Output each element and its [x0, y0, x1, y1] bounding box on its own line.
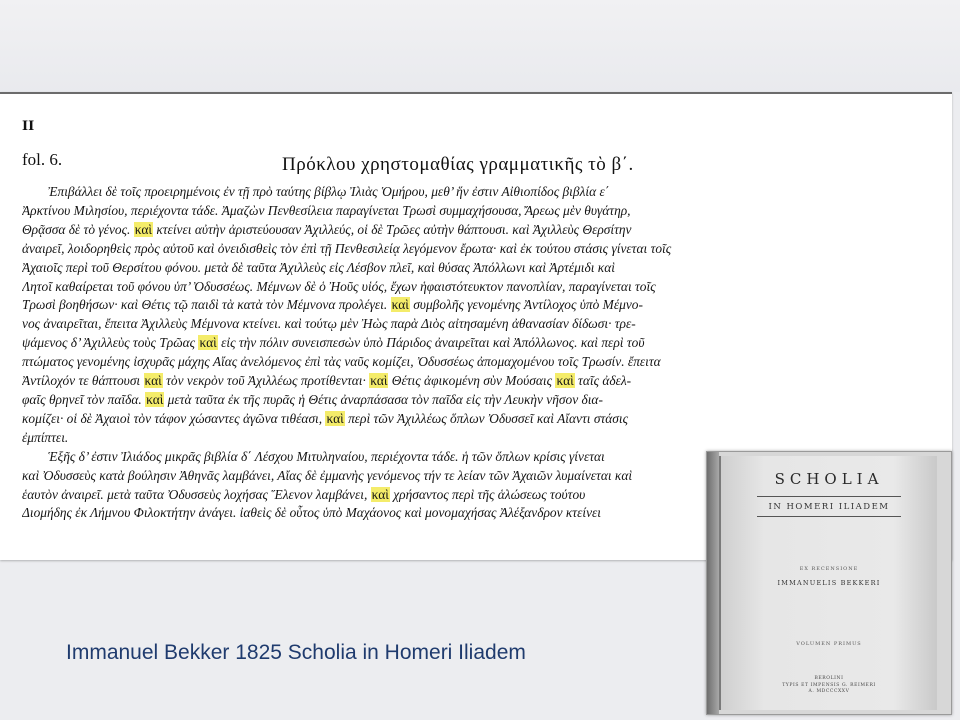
text-segment: Ἐπιβάλλει δὲ τοῖς προειρημένοις ἐν τῇ πρὸ ταύτης βίβλῳ Ἰλιὰς Ὁμήρου, μεθ’ ἥν ἐστιν Αἰθιοπίδος βιβλία ε΄	[48, 184, 610, 199]
thumbnail-editor: IMMANUELIS BEKKERI	[777, 579, 881, 587]
highlighted-word: καὶ	[371, 486, 389, 502]
text-segment: εἰς τὴν πόλιν συνεισπεσὼν ὑπὸ Πάριδος ἀναιρεῖται καὶ Ἀπόλλωνος. καὶ περὶ τοῦ	[217, 335, 645, 351]
text-segment: Ἀρκτίνου Μιλησίου, περιέχοντα τάδε. Ἀμαζὼν Πενθεσίλεια παραγίνεται Τρωσὶ συμμαχήσουσα, Ἄρεως μὲν θυγάτηρ,	[22, 202, 631, 218]
subtitle-rule	[757, 516, 901, 517]
title-page	[719, 456, 937, 710]
text-segment: τὸν νεκρὸν τοῦ Ἀχιλλέως προτίθενται·	[162, 373, 370, 389]
page-number: II	[22, 119, 35, 134]
highlighted-word: καὶ	[144, 373, 162, 389]
thumbnail-title: SCHOLIA	[774, 470, 884, 488]
text-line	[22, 429, 946, 448]
highlighted-word: καὶ	[326, 410, 344, 426]
text-segment: ἐμπίπτει.	[22, 429, 69, 445]
text-line	[22, 410, 946, 429]
text-segment: Ἑξῆς δ’ ἐστιν Ἰλιάδος μικρᾶς βιβλία δ΄ Λέσχου Μιτυληναίου, περιέχοντα τάδε. ἡ τῶν ὅπλων κρίσις γίνεται	[48, 448, 605, 464]
text-segment: χρήσαντος περὶ τῆς ἁλώσεως τούτου	[389, 486, 586, 502]
text-line	[22, 240, 946, 259]
title-rule	[757, 496, 901, 497]
text-segment: φαῖς θρηνεῖ τὸν παῖδα.	[22, 391, 146, 407]
thumbnail-imprint	[721, 676, 937, 696]
text-segment: κομίζει· οἱ δὲ Ἀχαιοὶ τὸν τάφον χώσαντες ἀγῶνα τιθέασι,	[22, 410, 326, 426]
text-line	[22, 296, 946, 315]
text-segment: πτώματος γενομένης ἰσχυρᾶς μάχης Αἴας ἀνελόμενος ἐπὶ τὰς ναῦς κομίζει, Ὀδυσσέως ἀπομαχομένου τοῖς Τρωσίν. ἔπειτα	[22, 354, 661, 370]
text-segment: κτείνει αὐτὴν ἀριστεύουσαν Ἀχιλλεύς, οἱ δὲ Τρῶες αὐτὴν θάπτουσι. καὶ Ἀχιλλεὺς Θερσίτην	[152, 221, 632, 237]
highlighted-word: καὶ	[391, 297, 409, 313]
highlighted-word: καὶ	[146, 391, 164, 407]
text-segment: ψάμενος δ’ Ἀχιλλεὺς τοὺς Τρῶας	[22, 335, 199, 351]
text-line	[22, 183, 946, 202]
slide-top-band	[0, 0, 960, 92]
slide-caption: Immanuel Bekker 1825 Scholia in Homeri Iliadem	[66, 641, 526, 664]
text-segment: συμβολῆς γενομένης Ἀντίλοχος ὑπὸ Μέμνο-	[409, 297, 643, 313]
highlighted-word: καὶ	[199, 335, 217, 351]
text-segment: Θρᾷσσα δὲ τὸ γένος.	[22, 221, 134, 237]
text-segment: ἑαυτὸν ἀναιρεῖ. μετὰ ταῦτα Ὀδυσσεὺς λοχήσας Ἕλενον λαμβάνει,	[22, 486, 371, 502]
text-segment: Διομήδης ἐκ Λήμνου Φιλοκτήτην ἀνάγει. ἰαθεὶς δὲ οὗτος ὑπὸ Μαχάονος καὶ μονομαχήσας Ἀλέξανδρον κτείνει	[22, 505, 602, 521]
text-line	[22, 278, 946, 297]
imprint-line: BEROLINI	[814, 676, 844, 681]
text-line	[22, 315, 946, 334]
text-line	[22, 391, 946, 410]
highlighted-word: καὶ	[370, 373, 388, 389]
text-line	[22, 353, 946, 372]
text-line	[22, 259, 946, 278]
thumbnail-recens: EX RECENSIONE	[799, 566, 859, 572]
text-line	[22, 334, 946, 353]
top-rule	[0, 92, 952, 94]
folio-label: fol. 6.	[22, 150, 63, 169]
title-page-thumbnail	[706, 451, 952, 715]
text-segment: Τρωσὶ βοηθήσων· καὶ Θέτις τῷ παιδὶ τὰ κατὰ τὸν Μέμνονα προλέγει.	[22, 297, 391, 313]
text-segment: Ἀντίλοχόν τε θάπτουσι	[22, 373, 144, 389]
text-line	[22, 221, 946, 240]
text-segment: Λητοῖ καθαίρεται τοῦ φόνου ὑπ’ Ὀδυσσέως. Μέμνων δὲ ὁ Ἠοῦς υἱός, ἔχων ἡφαιστότευκτον πανοπλίαν, παραγίνεται τοῖς	[22, 278, 656, 294]
text-line	[22, 202, 946, 221]
text-segment: μετὰ ταῦτα ἐκ τῆς πυρᾶς ἡ Θέτις ἀναρπάσασα τὸν παῖδα εἰς τὴν Λευκὴν νῆσον δια-	[164, 391, 603, 407]
highlighted-word: καὶ	[556, 373, 574, 389]
document-title: Πρόκλου χρηστομαθίας γραμματικῆς τὸ β΄.	[282, 154, 634, 175]
text-segment: νος ἀναιρεῖται, ἔπειτα Ἀχιλλεὺς Μέμνονα κτείνει. καὶ τούτῳ μὲν Ἠὼς παρὰ Διὸς αἰτησαμένη ἀθανασίαν δίδωσι· τρε-	[22, 316, 636, 332]
text-segment: Θέτις ἀφικομένη σὺν Μούσαις	[388, 373, 556, 389]
text-segment: Ἀχαιοῖς περὶ τοῦ Θερσίτου φόνου. μετὰ δὲ ταῦτα Ἀχιλλεὺς εἰς Λέσβον πλεῖ, καὶ θύσας Ἀπόλλωνι καὶ Ἀρτέμιδι καὶ	[22, 259, 615, 275]
thumbnail-volume: VOLUMEN PRIMUS	[796, 641, 862, 647]
text-segment: περὶ τῶν Ἀχιλλέως ὅπλων Ὀδυσσεῖ καὶ Αἴαντι στάσις	[344, 410, 629, 426]
book-spine-edge	[707, 452, 719, 714]
highlighted-word: καὶ	[134, 221, 152, 237]
imprint-line: A. MDCCCXXV	[808, 689, 850, 694]
text-segment: ταῖς ἀδελ-	[574, 373, 632, 389]
imprint-line: TYPIS ET IMPENSIS G. REIMERI	[782, 682, 876, 688]
text-segment: ἀναιρεῖ, λοιδορηθεὶς πρὸς αὐτοῦ καὶ ὀνειδισθεὶς τὸν ἐπὶ τῇ Πενθεσιλείᾳ λεγόμενον ἔρωτα· καὶ ἐκ τούτου στάσις γίνεται τοῖς	[22, 240, 672, 256]
text-line	[22, 372, 946, 391]
text-segment: καὶ Ὀδυσσεὺς κατὰ βούλησιν Ἀθηνᾶς λαμβάνει, Αἴας δὲ ἐμμανὴς γενόμενος τήν τε λείαν τῶν Ἀχαιῶν λυμαίνεται καὶ	[22, 467, 633, 483]
thumbnail-subtitle: IN HOMERI ILIADEM	[768, 502, 890, 512]
